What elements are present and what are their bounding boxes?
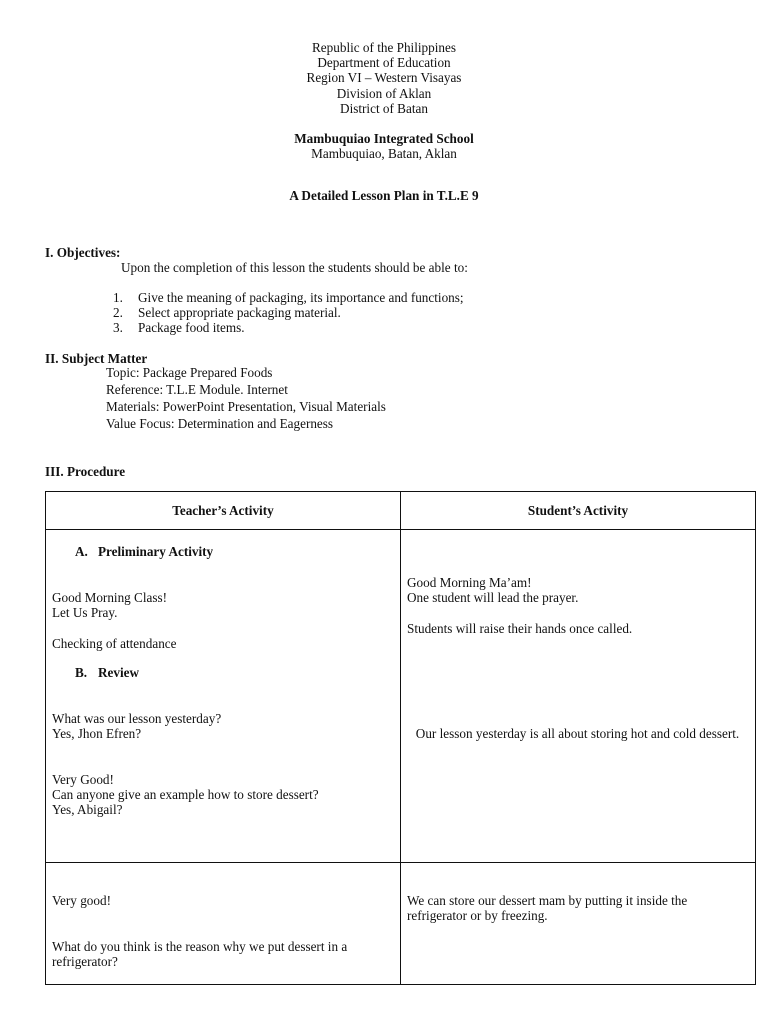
header-division: Division of Aklan <box>336 85 432 101</box>
student-hands: Students will raise their hands once called. <box>407 621 633 636</box>
objectives-heading: I. Objectives: <box>45 245 121 260</box>
school-name: Mambuquiao Integrated School <box>294 130 474 146</box>
teacher-praise-1: Very Good! <box>52 772 114 787</box>
document-header <box>0 40 768 161</box>
teacher-call-1: Yes, Jhon Efren? <box>52 726 142 741</box>
column-header-teacher: Teacher’s Activity <box>46 492 401 530</box>
procedure-table <box>45 491 756 985</box>
subject-reference: Reference: T.L.E Module. Internet <box>106 382 288 397</box>
header-district: District of Batan <box>340 100 428 116</box>
student-activity-cell <box>401 863 756 985</box>
teacher-pray: Let Us Pray. <box>52 605 118 620</box>
table-row <box>46 863 756 985</box>
subject-matter-heading: II. Subject Matter <box>45 351 148 366</box>
subject-matter-details <box>106 365 386 433</box>
student-prayer: One student will lead the prayer. <box>407 590 579 605</box>
teacher-activity-cell <box>46 863 401 985</box>
teacher-attendance: Checking of attendance <box>52 636 177 651</box>
subject-topic: Topic: Package Prepared Foods <box>106 365 273 380</box>
teacher-greeting: Good Morning Class! <box>52 590 168 605</box>
student-answer-1: Our lesson yesterday is all about storing hot and cold dessert. <box>415 726 740 741</box>
lesson-plan-title: A Detailed Lesson Plan in T.L.E 9 <box>289 188 479 203</box>
list-item: 3. Package food items. <box>113 320 245 336</box>
teacher-question-1: What was our lesson yesterday? <box>52 711 222 726</box>
teacher-call-2: Yes, Abigail? <box>52 802 123 817</box>
table-row <box>46 530 756 863</box>
teacher-question-3: What do you think is the reason why we put dessert in a refrigerator? <box>52 939 348 970</box>
school-address: Mambuquiao, Batan, Aklan <box>311 146 457 162</box>
objectives-list <box>113 290 464 336</box>
procedure-heading: III. Procedure <box>45 464 126 479</box>
header-republic: Republic of the Philippines <box>312 40 456 55</box>
column-header-student: Student’s Activity <box>401 492 756 530</box>
table-header-row <box>46 492 756 530</box>
header-region: Region VI – Western Visayas <box>306 70 462 86</box>
review-label: B. Review <box>75 665 140 680</box>
student-greeting: Good Morning Ma’am! <box>407 575 532 590</box>
list-item: 1. Give the meaning of packaging, its importance and functions; <box>113 290 464 305</box>
subject-value-focus: Value Focus: Determination and Eagerness <box>106 416 334 431</box>
list-item: 2. Select appropriate packaging material. <box>113 305 341 321</box>
student-activity-cell <box>401 530 756 863</box>
objectives-intro: Upon the completion of this lesson the students should be able to: <box>121 260 468 275</box>
preliminary-activity-label: A. Preliminary Activity <box>75 544 214 559</box>
header-department: Department of Education <box>317 55 451 71</box>
teacher-praise-2: Very good! <box>52 893 111 908</box>
student-answer-2: We can store our dessert mam by putting it inside the refrigerator or by freezing. <box>407 893 688 924</box>
subject-materials: Materials: PowerPoint Presentation, Visual Materials <box>106 399 386 414</box>
teacher-activity-cell <box>46 530 401 863</box>
teacher-question-2: Can anyone give an example how to store dessert? <box>52 787 319 802</box>
